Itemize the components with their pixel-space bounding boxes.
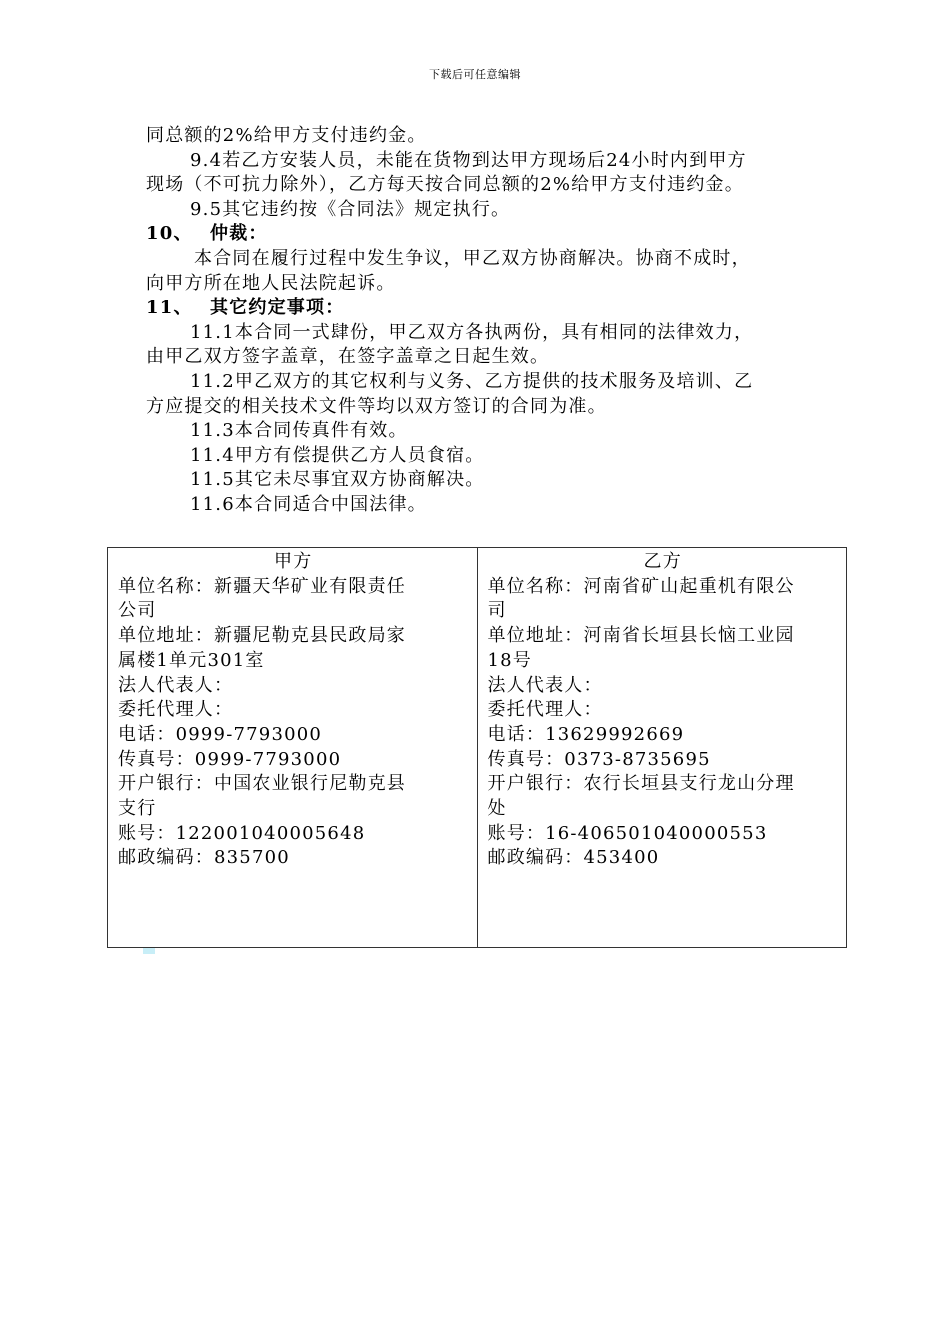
section-number: 11、: [146, 297, 193, 319]
party-b-line: 邮政编码：453400: [487, 847, 660, 869]
paragraph-line: 同总额的2%给甲方支付违约金。: [146, 125, 427, 146]
party-b-line: 开户银行：农行长垣县支行龙山分理: [487, 773, 795, 795]
clause-11-3: 11.3本合同传真件有效。: [190, 420, 408, 442]
paragraph-line: 现场（不可抗力除外），乙方每天按合同总额的2%给甲方支付违约金。: [146, 174, 744, 196]
section-heading-10: [146, 222, 851, 247]
contract-body: [146, 124, 851, 518]
party-b-cell: [477, 548, 847, 948]
clause-11-2: 11.2甲乙双方的其它权利与义务、乙方提供的技术服务及培训、乙: [190, 370, 754, 392]
page-header: 下载后可任意编辑: [429, 68, 521, 81]
party-a-cell: [108, 548, 478, 948]
arbitration-text: 本合同在履行过程中发生争议，甲乙双方协商解决。协商不成时，: [194, 247, 751, 269]
party-b-line: 委托代理人：: [487, 699, 603, 721]
paragraph-line: 向甲方所在地人民法院起诉。: [146, 272, 396, 294]
parties-table: [107, 547, 847, 948]
party-a-line: 支行: [118, 798, 157, 820]
paragraph-line: 方应提交的相关技术文件等均以双方签订的合同为准。: [146, 395, 607, 417]
party-a-line: 传真号：0999-7793000: [118, 748, 342, 770]
party-b-line: 18号: [487, 649, 533, 671]
section-title: 仲裁：: [210, 223, 268, 245]
party-a-line: 法人代表人：: [118, 674, 234, 696]
party-b-line: 单位名称：河南省矿山起重机有限公: [487, 575, 795, 597]
party-b-line: 电话：13629992669: [487, 723, 685, 745]
paragraph-line: 由甲乙双方签字盖章，在签字盖章之日起生效。: [146, 346, 550, 368]
clause-9-4: 9.4若乙方安装人员，未能在货物到达甲方现场后24小时内到甲方: [190, 149, 747, 171]
party-b-line: 账号：16-406501040000553: [487, 822, 768, 844]
clause-11-6: 11.6本合同适合中国法律。: [190, 493, 427, 515]
party-a-line: 账号：122001040005648: [118, 822, 366, 844]
parties-row: [108, 548, 847, 948]
cursor-marker: [143, 948, 155, 954]
party-a-line: 单位名称：新疆天华矿业有限责任: [118, 575, 406, 597]
section-title: 其它约定事项：: [210, 297, 345, 319]
party-b-line: 单位地址：河南省长垣县长恼工业园: [487, 625, 795, 647]
party-a-line: 单位地址：新疆尼勒克县民政局家: [118, 625, 406, 647]
party-a-line: 属楼1单元301室: [118, 649, 265, 671]
section-number: 10、: [146, 223, 193, 245]
clause-11-1: 11.1本合同一式肆份，甲乙双方各执两份，具有相同的法律效力，: [190, 321, 754, 343]
party-b-line: 传真号：0373-8735695: [487, 748, 711, 770]
party-a-line: 委托代理人：: [118, 699, 234, 721]
party-b-line: 司: [487, 600, 507, 622]
clause-9-5: 9.5其它违约按《合同法》规定执行。: [190, 198, 511, 220]
party-b-line: 处: [487, 798, 507, 820]
party-b-title: 乙方: [643, 551, 682, 572]
party-a-line: 电话：0999-7793000: [118, 723, 323, 745]
party-a-line: 邮政编码：835700: [118, 847, 290, 869]
party-b-line: 法人代表人：: [487, 674, 603, 696]
party-a-title: 甲方: [274, 551, 313, 572]
party-a-line: 公司: [118, 600, 157, 622]
clause-11-4: 11.4甲方有偿提供乙方人员食宿。: [190, 444, 485, 466]
section-heading-11: [146, 296, 851, 321]
clause-11-5: 11.5其它未尽事宜双方协商解决。: [190, 469, 485, 491]
party-a-line: 开户银行：中国农业银行尼勒克县: [118, 773, 406, 795]
